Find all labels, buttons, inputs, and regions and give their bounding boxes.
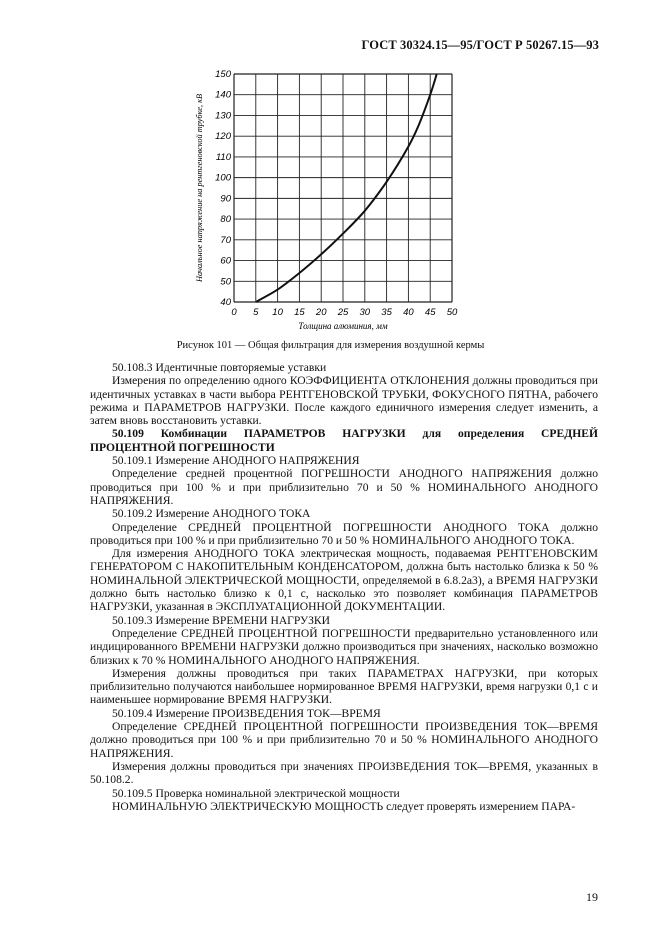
y-tick-label: 120 [215, 131, 231, 143]
document-body [90, 361, 598, 813]
paragraph: Для измерения АНОДНОГО ТОКА электрическая мощность, подаваемая РЕНТГЕНОВСКИМ ГЕНЕРАТОРОМ С НАКОПИТЕЛЬНЫМ КОНДЕНСАТОРОМ, должна быть настолько близка к 50 % НОМИНАЛЬНОЙ ЭЛЕКТРИЧЕСКОЙ МОЩНОСТИ, определяемой в 6.8.2а3), а ВРЕМЯ НАГРУЗКИ должно быть настолько близко к 0,1 с, насколько это позволяет комбинация ПАРАМЕТРОВ НАГРУЗКИ, указанная в ЭКСПЛУАТАЦИОННОЙ ДОКУМЕНТАЦИИ. [90, 547, 598, 614]
x-tick-labels [231, 307, 458, 318]
x-tick-label: 25 [337, 307, 349, 318]
paragraph: Определение СРЕДНЕЙ ПРОЦЕНТНОЙ ПОГРЕШНОСТИ ПРОИЗВЕДЕНИЯ ТОК—ВРЕМЯ должно проводиться при 100 % и при приблизительно 70 и 50 % НОМИНАЛЬНОГО АНОДНОГО НАПРЯЖЕНИЯ. [90, 720, 598, 760]
y-tick-label: 50 [220, 276, 231, 288]
x-tick-label: 0 [231, 307, 237, 318]
y-tick-label: 140 [215, 89, 231, 101]
figure-101 [190, 62, 470, 334]
y-tick-label: 40 [220, 297, 231, 308]
paragraph: НОМИНАЛЬНУЮ ЭЛЕКТРИЧЕСКУЮ МОЩНОСТЬ следует проверять измерением ПАРА- [112, 799, 576, 813]
paragraph: Определение СРЕДНЕЙ ПРОЦЕНТНОЙ ПОГРЕШНОСТИ предварительно установленного или индицированного ВРЕМЕНИ НАГРУЗКИ должно производиться при значениях, насколько возможно близких к 70 % НОМИНАЛЬНОГО АНОДНОГО НАПРЯЖЕНИЯ. [90, 626, 598, 667]
x-axis-label: Толщина алюминия, мм [298, 321, 388, 331]
x-tick-label: 35 [381, 307, 392, 318]
paragraph: Определение средней процентной ПОГРЕШНОСТИ АНОДНОГО НАПРЯЖЕНИЯ должно проводиться при 100 % и при приблизительно 70 и 50 % НОМИНАЛЬНОГО АНОДНОГО НАПРЯЖЕНИЯ. [90, 467, 598, 507]
figure-caption: Рисунок 101 — Общая фильтрация для измерения воздушной кермы [176, 340, 485, 351]
paragraph: Определение СРЕДНЕЙ ПРОЦЕНТНОЙ ПОГРЕШНОСТИ АНОДНОГО ТОКА должно проводиться при 100 % и при приблизительно 70 и 50 % НОМИНАЛЬНОГО АНОДНОГО ТОКА. [90, 520, 598, 547]
paragraph: Измерения должны проводиться при таких ПАРАМЕТРАХ НАГРУЗКИ, при которых приблизительно получаются наибольшее нормированное ВРЕМЯ НАГРУЗКИ, время нагрузки 0,1 с и наименьшее нормирование ВРЕМЯ НАГРУЗКИ. [90, 666, 598, 707]
y-tick-label: 100 [215, 172, 231, 184]
chart-grid [234, 74, 452, 302]
y-tick-label: 90 [220, 193, 231, 205]
y-tick-label: 110 [215, 151, 231, 163]
document-header: ГОСТ 30324.15—95/ГОСТ Р 50267.15—93 [361, 38, 599, 52]
x-tick-label: 20 [315, 307, 327, 318]
section-heading-50-108-3: 50.108.3 Идентичные повторяемые уставки [112, 361, 327, 374]
y-tick-label: 70 [220, 234, 231, 246]
x-tick-label: 5 [253, 307, 259, 318]
filtration-curve [256, 74, 437, 302]
x-tick-label: 40 [403, 307, 414, 318]
y-axis-label: Начальное напряжение на рентгеновской трубке, кВ [195, 93, 204, 283]
y-tick-label: 60 [220, 255, 231, 267]
x-tick-label: 50 [446, 307, 458, 318]
y-tick-label: 150 [215, 69, 231, 80]
x-tick-label: 15 [294, 307, 305, 318]
section-heading-50-109-3: 50.109.3 Измерение ВРЕМЕНИ НАГРУЗКИ [112, 613, 331, 627]
y-tick-label: 80 [220, 214, 231, 226]
total-filtration-chart [190, 62, 470, 334]
x-tick-label: 30 [359, 307, 371, 318]
section-heading-50-109-4: 50.109.4 Измерение ПРОИЗВЕДЕНИЯ ТОК—ВРЕМЯ [112, 706, 381, 720]
paragraph: Измерения должны проводиться при значениях ПРОИЗВЕДЕНИЯ ТОК—ВРЕМЯ, указанных в 50.108.2. [90, 759, 598, 787]
y-tick-labels [215, 69, 232, 308]
x-tick-label: 10 [272, 307, 283, 318]
y-tick-label: 130 [215, 110, 231, 122]
section-heading-50-109-1: 50.109.1 Измерение АНОДНОГО НАПРЯЖЕНИЯ [112, 454, 360, 468]
section-heading-50-109-5: 50.109.5 Проверка номинальной электрической мощности [112, 786, 400, 800]
x-tick-label: 45 [424, 307, 436, 318]
page-number: 19 [586, 890, 598, 904]
section-heading-50-109: 50.109 Комбинации ПАРАМЕТРОВ НАГРУЗКИ для определения СРЕДНЕЙ ПРОЦЕНТНОЙ ПОГРЕШНОСТИ [90, 427, 598, 454]
section-heading-50-109-2: 50.109.2 Измерение АНОДНОГО ТОКА [112, 507, 311, 521]
paragraph: Измерения по определению одного КОЭФФИЦИЕНТА ОТКЛОНЕНИЯ должны проводиться при идентичных уставках в части выбора РЕНТГЕНОВСКОЙ ТРУБКИ, ФОКУСНОГО ПЯТНА, рабочего режима и ПАРАМЕТРОВ НАГРУЗКИ. После каждого единичного измерения следует изменить, а затем вновь восстановить уставки. [90, 374, 598, 428]
